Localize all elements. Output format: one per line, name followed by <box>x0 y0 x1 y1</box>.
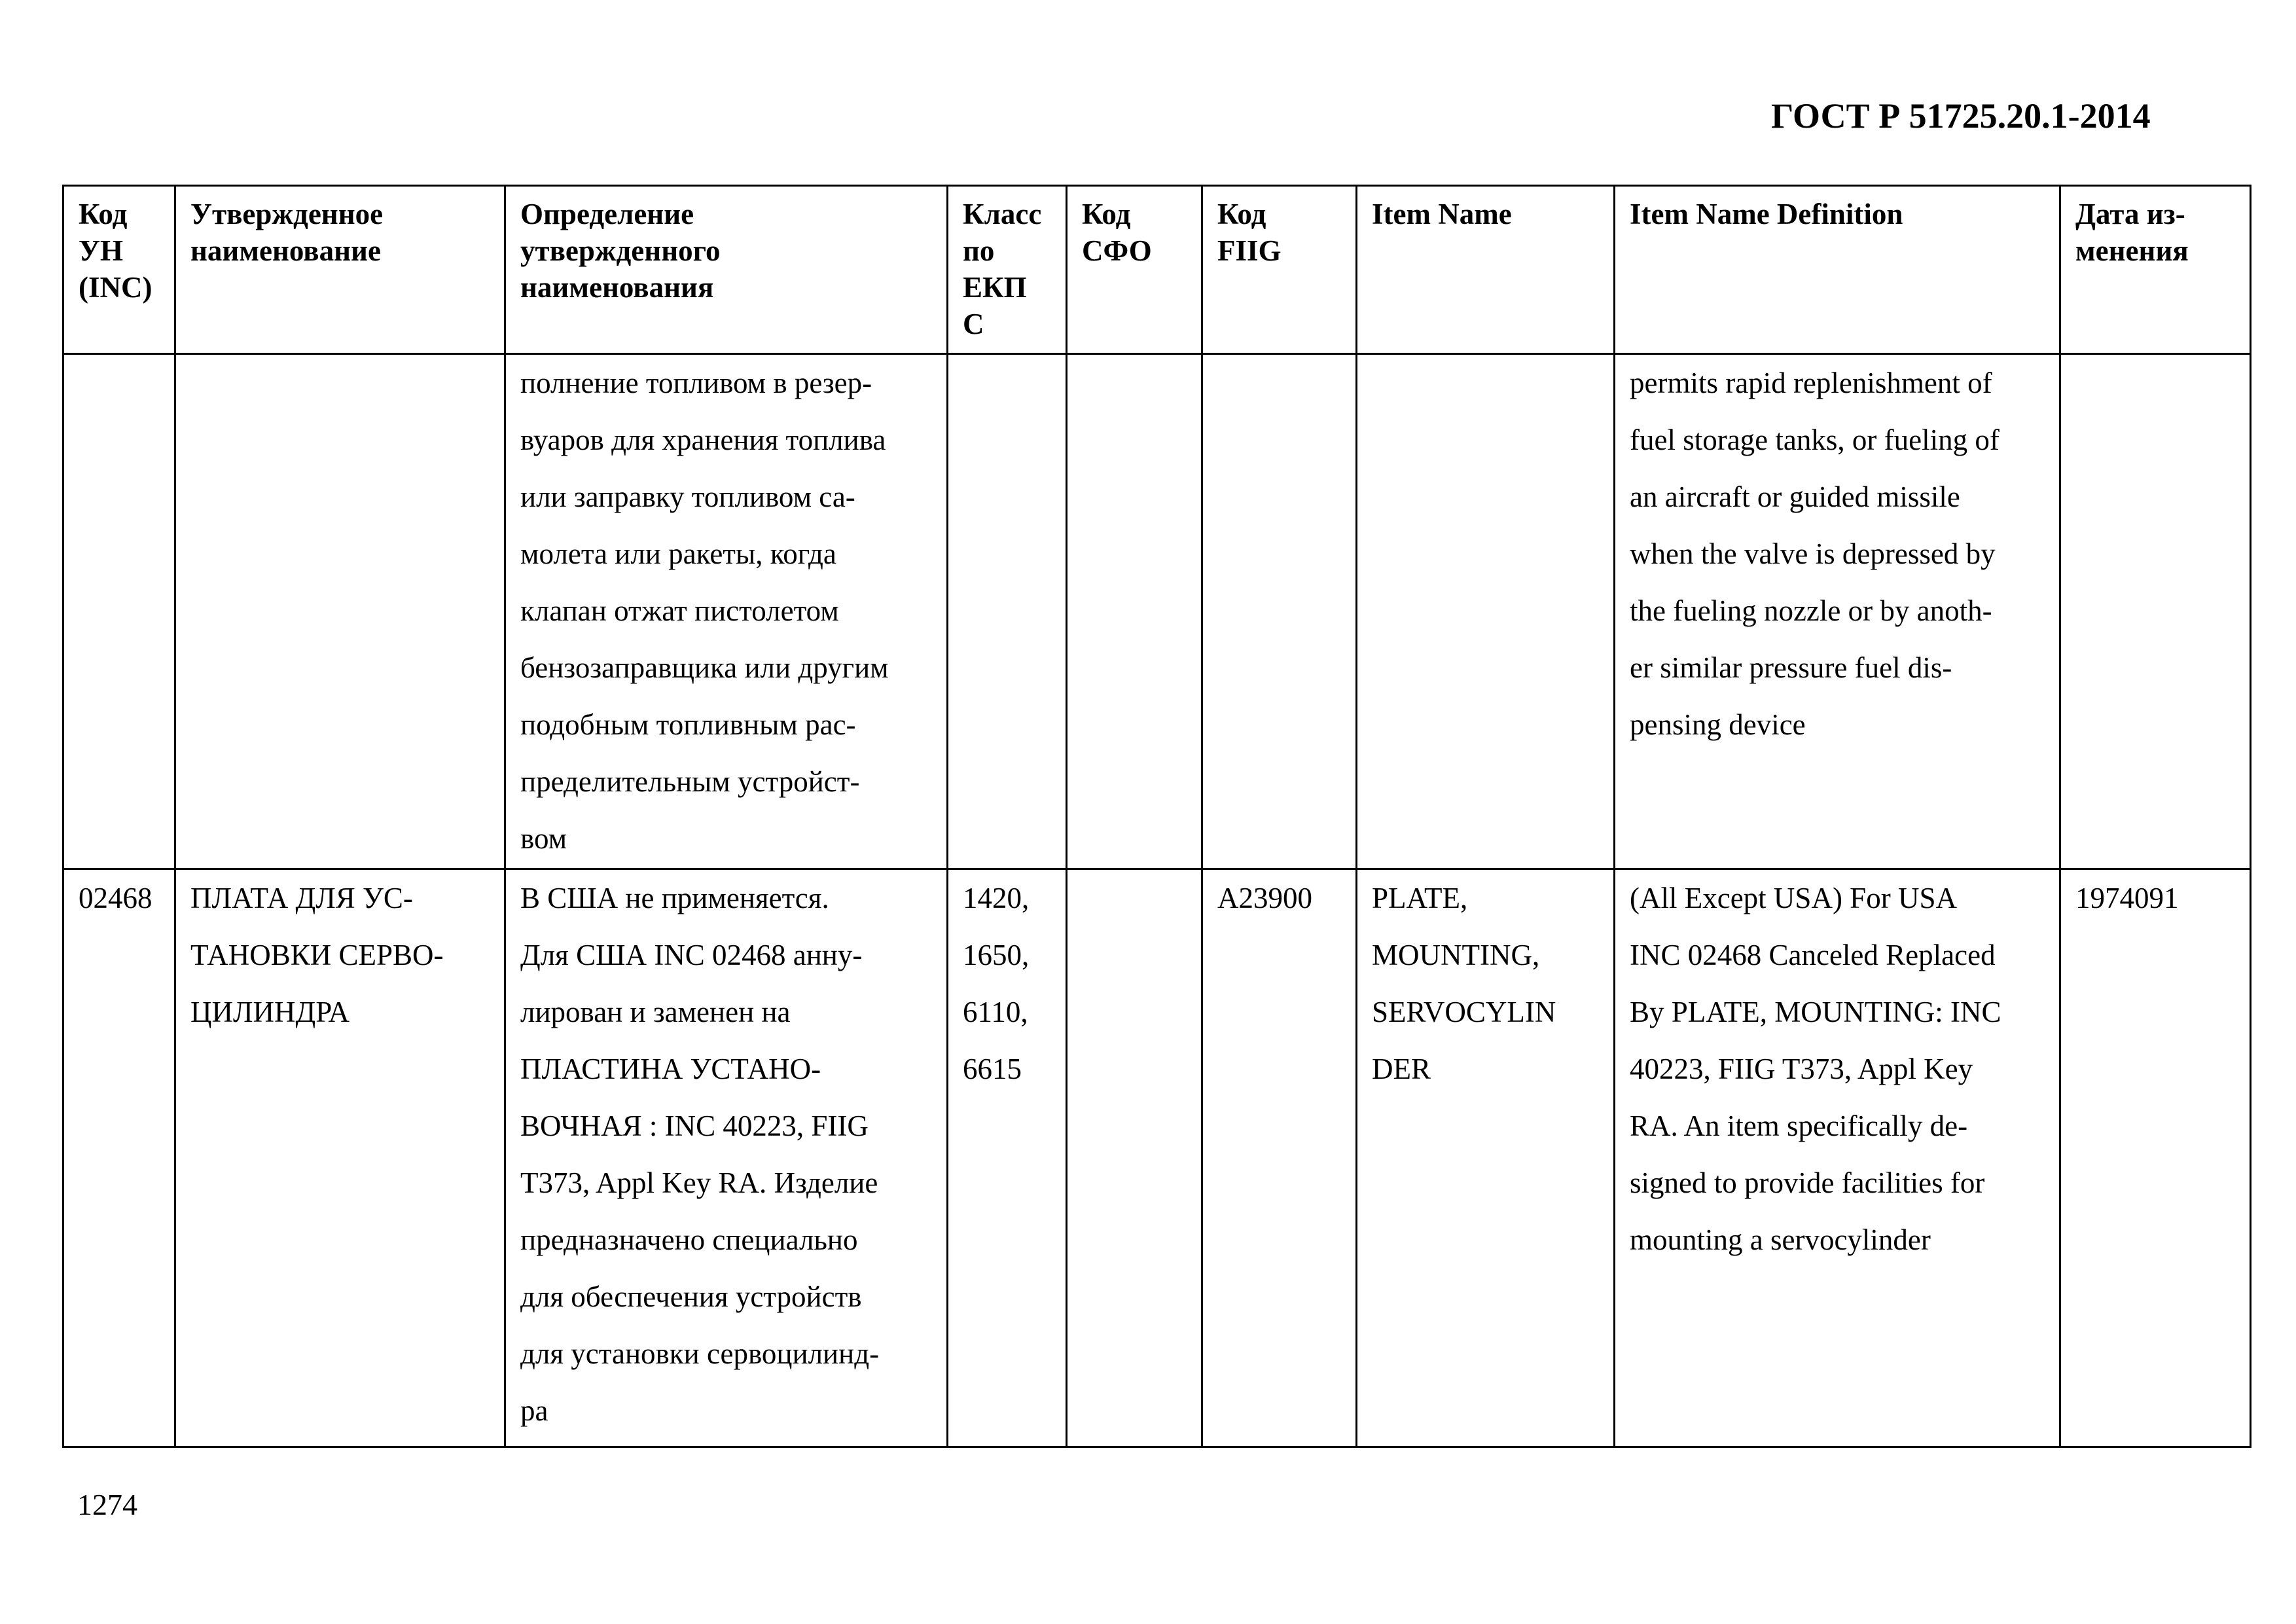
cell-class-codes: 1420, 1650, 6110, 6615 <box>948 869 1067 1447</box>
cell-approved-name <box>175 354 505 869</box>
cell-inc-code <box>63 354 175 869</box>
column-header-sfo-code: Код СФО <box>1067 186 1202 354</box>
column-header-class-codes: Класс по ЕКП С <box>948 186 1067 354</box>
cell-item-name: PLATE, MOUNTING, SERVOCYLIN DER <box>1357 869 1615 1447</box>
cell-fiig-code: A23900 <box>1202 869 1357 1447</box>
column-header-approved-name: Утвержденное наименование <box>175 186 505 354</box>
cell-item-definition: (All Except USA) For USA INC 02468 Canceled Replaced By PLATE, MOUNTING: INC 40223, FIIG T373, Appl Key RA. An item specifically de- signed to provide facilities for mounting a servocylinder <box>1615 869 2060 1447</box>
cell-change-date <box>2060 354 2251 869</box>
cell-fiig-code <box>1202 354 1357 869</box>
cell-inc-code: 02468 <box>63 869 175 1447</box>
cell-sfo-code <box>1067 869 1202 1447</box>
nomenclature-table <box>62 185 2251 1448</box>
column-header-inc-code: Код УН (INC) <box>63 186 175 354</box>
table-row <box>63 354 2251 869</box>
column-header-definition-ru: Определение утвержденного наименования <box>505 186 948 354</box>
column-header-fiig-code: Код FIIG <box>1202 186 1357 354</box>
cell-class-codes <box>948 354 1067 869</box>
table-row <box>63 869 2251 1447</box>
column-header-item-definition: Item Name Definition <box>1615 186 2060 354</box>
table-header-row <box>63 186 2251 354</box>
cell-item-name <box>1357 354 1615 869</box>
cell-sfo-code <box>1067 354 1202 869</box>
cell-definition-ru: полнение топливом в резер- вуаров для хранения топлива или заправку топливом са- молета или ракеты, когда клапан отжат пистолетом бензозаправщика или другим подобным топливным рас- пределительным устройст- вом <box>505 354 948 869</box>
column-header-change-date: Дата из- менения <box>2060 186 2251 354</box>
cell-item-definition: permits rapid replenishment of fuel storage tanks, or fueling of an aircraft or guided missile when the valve is depressed by the fueling nozzle or by anoth- er similar pressure fuel dis- pensing device <box>1615 354 2060 869</box>
page-number: 1274 <box>77 1488 137 1521</box>
cell-definition-ru: В США не применяется. Для США INC 02468 анну- лирован и заменен на ПЛАСТИНА УСТАНО- ВОЧНАЯ : INC 40223, FIIG T373, Appl Key RA. Изделие предназначено специально для обеспечения устройств для установки сервоцилинд- ра <box>505 869 948 1447</box>
cell-change-date: 1974091 <box>2060 869 2251 1447</box>
document-standard-code: ГОСТ Р 51725.20.1-2014 <box>1771 96 2151 135</box>
column-header-item-name: Item Name <box>1357 186 1615 354</box>
cell-approved-name: ПЛАТА ДЛЯ УС- ТАНОВКИ СЕРВО- ЦИЛИНДРА <box>175 869 505 1447</box>
